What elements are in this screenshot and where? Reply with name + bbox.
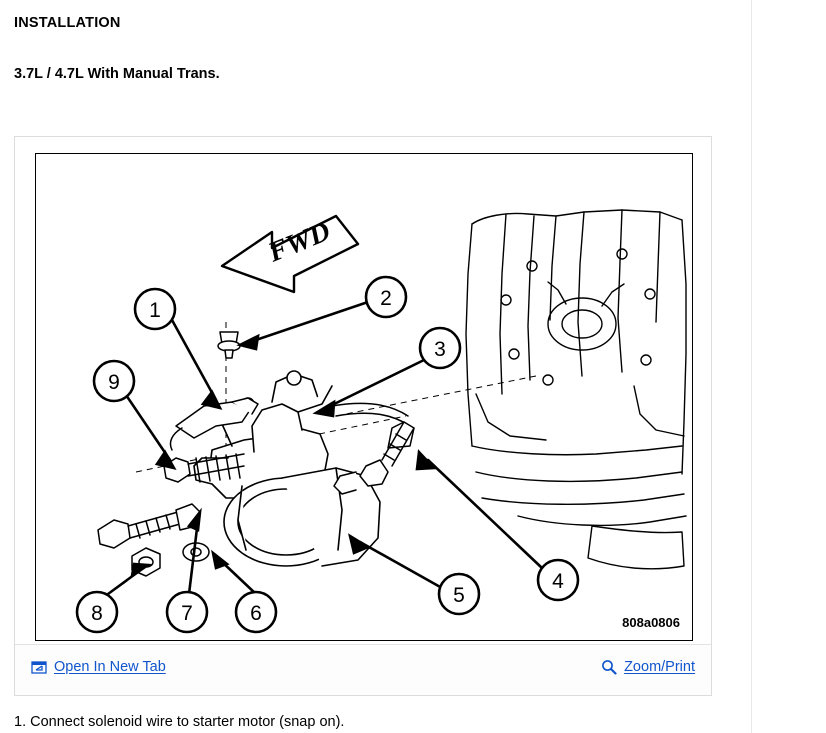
magnifier-icon [601,659,617,675]
figure-image[interactable] [35,153,693,641]
page-right-margin [752,0,826,733]
subsection-heading: 3.7L / 4.7L With Manual Trans. [14,66,220,82]
installation-step-1: 1. Connect solenoid wire to starter motor (snap on). [14,714,345,730]
figure-panel [14,136,712,696]
svg-text:3: 3 [434,338,446,361]
open-in-new-tab-button[interactable] [31,659,166,675]
svg-text:5: 5 [453,584,465,607]
open-in-new-tab-label: Open In New Tab [54,659,166,675]
figure-code-label: 808a0806 [622,615,680,630]
svg-text:4: 4 [552,570,564,593]
svg-text:6: 6 [250,602,262,625]
svg-text:7: 7 [181,602,193,625]
svg-text:9: 9 [108,371,120,394]
open-in-new-tab-icon [31,659,47,675]
page-title: INSTALLATION [14,15,121,31]
svg-text:2: 2 [380,287,392,310]
zoom-print-button[interactable] [601,659,695,675]
starter-motor-diagram [36,154,692,640]
svg-text:1: 1 [149,299,161,322]
figure-toolbar [15,644,711,695]
svg-text:FWD: FWD [264,215,335,269]
zoom-print-label: Zoom/Print [624,659,695,675]
svg-text:8: 8 [91,602,103,625]
